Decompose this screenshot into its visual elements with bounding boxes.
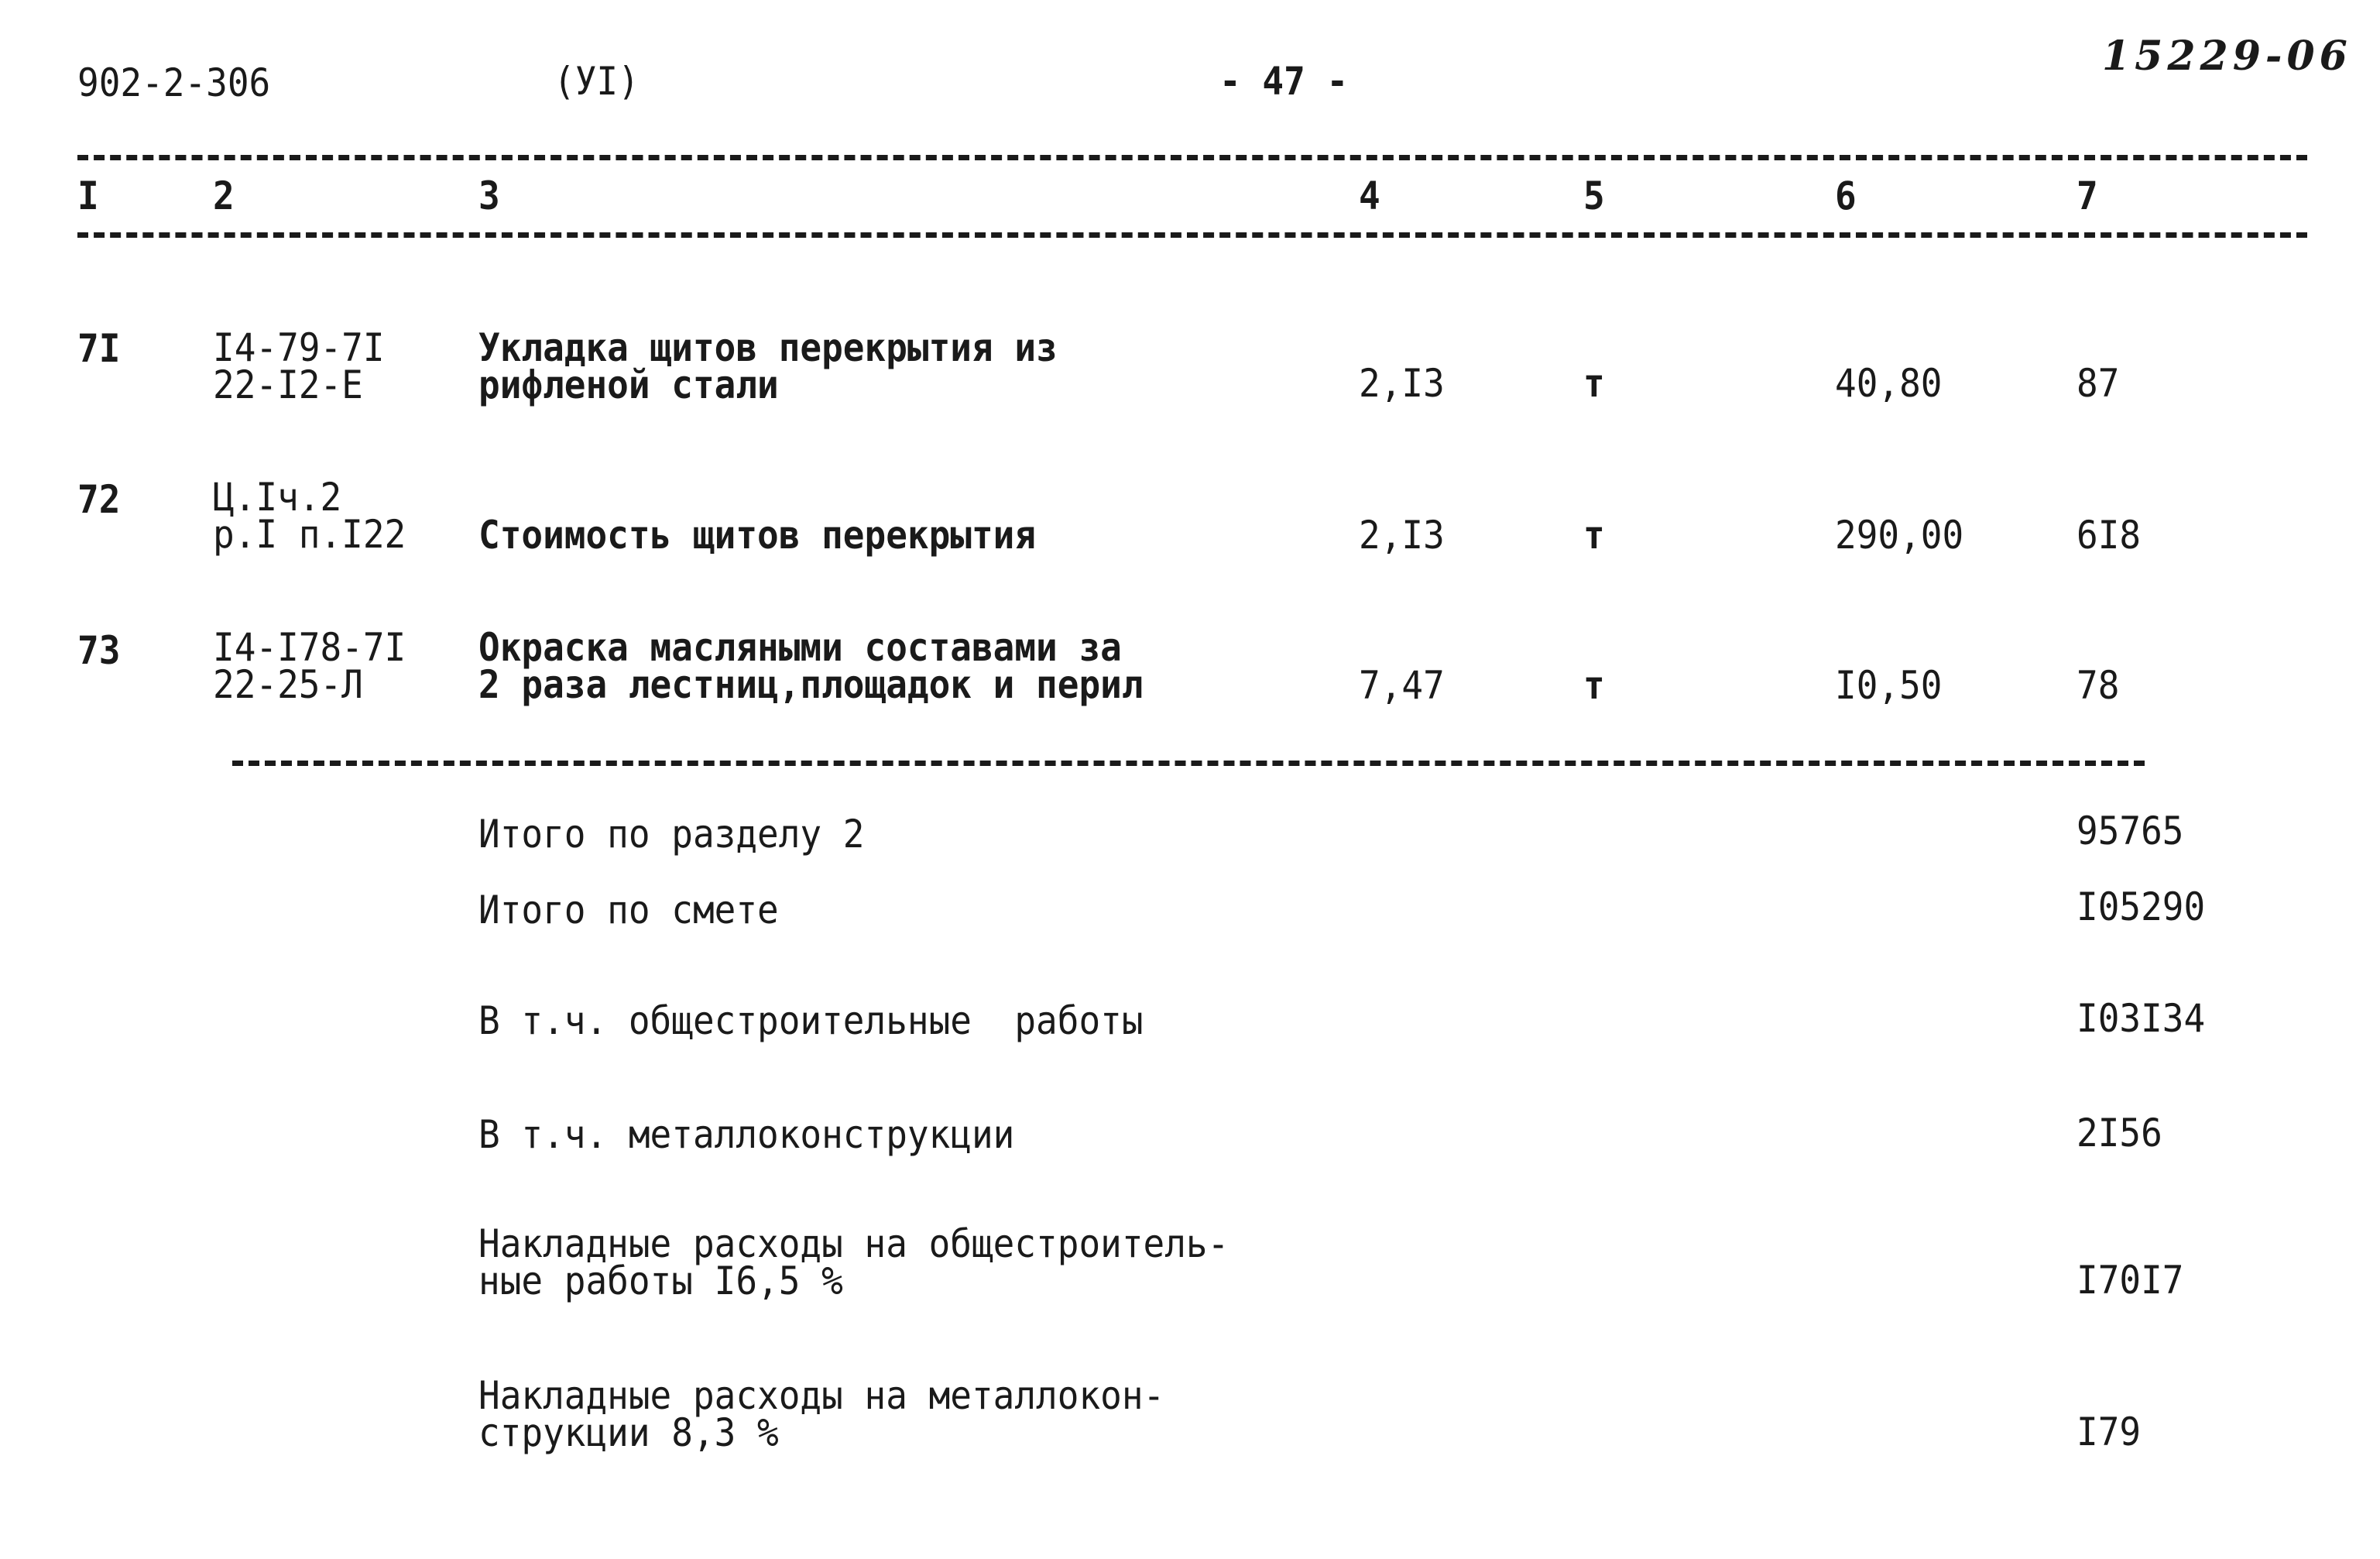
header-bottom-rule [77,232,2307,238]
summary-value: I79 [2076,1410,2142,1454]
total-cost: 87 [2076,361,2120,406]
rate-code: Ц.Iч.2 р.I п.I22 [213,475,406,557]
summary-value: 95765 [2076,809,2184,853]
unit-price: 290,00 [1835,513,1964,558]
unit: т [1583,663,1605,708]
unit-price: 40,80 [1835,361,1943,406]
column-header-3: 3 [478,173,500,218]
unit: т [1583,361,1605,406]
rate-code: I4-I78-7I 22-25-Л [213,625,406,707]
summary-value: I70I7 [2076,1258,2184,1303]
summary-value: I03I34 [2076,996,2206,1041]
summary-value: I05290 [2076,884,2206,929]
handwritten-stamp: 15229-06 [2102,33,2352,80]
summary-label: В т.ч. общестроительные работы [478,998,1144,1043]
rate-code: I4-79-7I 22-I2-E [213,325,385,407]
column-header-7: 7 [2076,173,2098,218]
row-number: 73 [77,628,121,673]
column-header-4: 4 [1359,173,1380,218]
document-code: 902-2-306 [77,60,271,105]
totals-separator [232,761,2145,766]
summary-label: Итого по смете [478,888,779,932]
unit: т [1583,513,1605,558]
column-header-2: 2 [213,173,235,218]
work-description: Окраска масляными составами за 2 раза лестниц,площадок и перил [478,625,1144,707]
volume-label: (УI) [554,59,640,104]
quantity: 7,47 [1359,663,1445,708]
column-header-6: 6 [1835,173,1857,218]
summary-label: Накладные расходы на общестроитель- ные работы I6,5 % [478,1221,1229,1303]
quantity: 2,I3 [1359,361,1445,406]
page-number: - 47 - [1219,59,1349,104]
unit-price: I0,50 [1835,663,1943,708]
header-top-rule [77,155,2307,160]
column-header-5: 5 [1583,173,1605,218]
work-description: Укладка щитов перекрытия из рифленой стали [478,325,1058,407]
total-cost: 78 [2076,663,2120,708]
quantity: 2,I3 [1359,513,1445,558]
summary-label: В т.ч. металлоконструкции [478,1112,1015,1157]
row-number: 72 [77,477,121,522]
row-number: 7I [77,326,121,371]
summary-label: Накладные расходы на металлокон- струкции 8,3 % [478,1373,1165,1455]
summary-value: 2I56 [2076,1111,2162,1156]
work-description: Стоимость щитов перекрытия [478,513,1037,558]
total-cost: 6I8 [2076,513,2142,558]
summary-label: Итого по разделу 2 [478,812,865,857]
column-header-1: I [77,173,99,218]
